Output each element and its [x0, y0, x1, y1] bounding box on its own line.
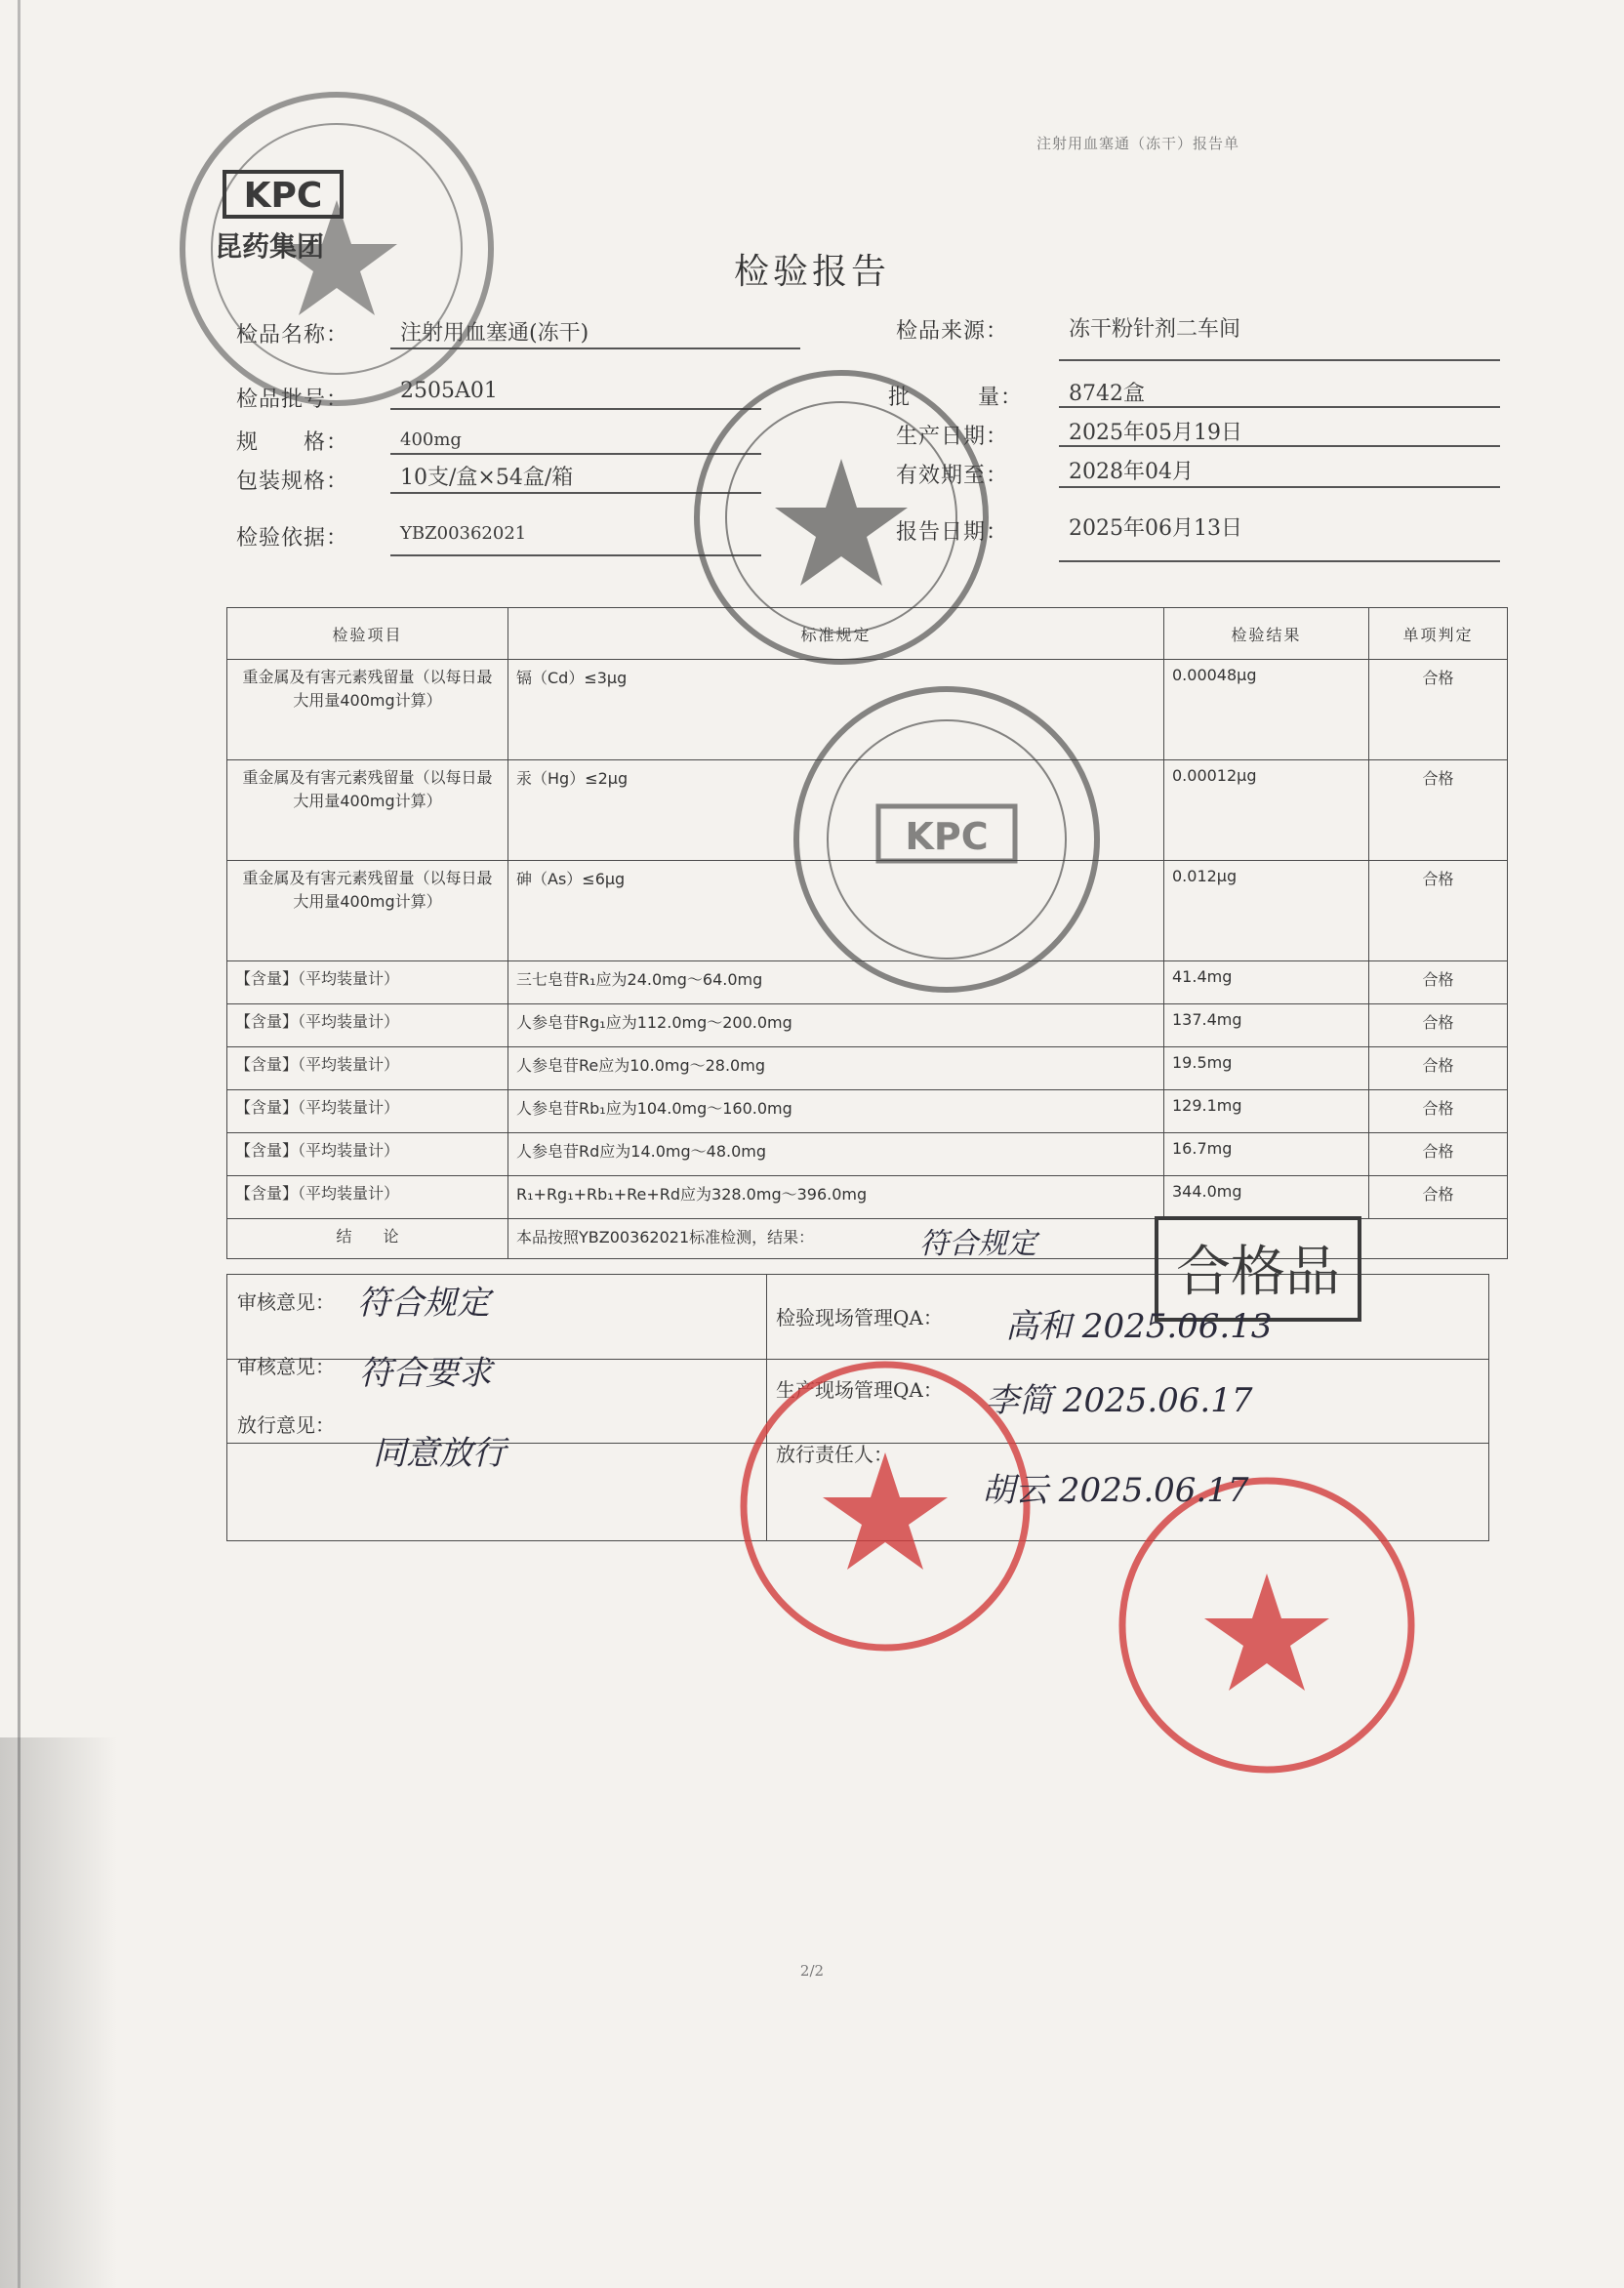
- cell-standard: R₁+Rg₁+Rb₁+Re+Rd应为328.0mg～396.0mg: [508, 1176, 1164, 1219]
- cell-result: 129.1mg: [1164, 1090, 1369, 1133]
- cell-item: 重金属及有害元素残留量（以每日最大用量400mg计算）: [227, 760, 508, 861]
- header-standard: 标准规定: [508, 608, 1164, 660]
- qa-site-signature: 高和 2025.06.13: [1005, 1307, 1273, 1346]
- cell-judge: 合格: [1369, 1176, 1508, 1219]
- conclusion-label: 结 论: [227, 1219, 508, 1259]
- production-date-label: 生产日期：: [896, 425, 1009, 449]
- header-item: 检验项目: [227, 608, 508, 660]
- cell-standard: 镉（Cd）≤3μg: [508, 660, 1164, 760]
- release-person-label: 放行责任人：: [776, 1443, 893, 1466]
- audit-signature-2: 符合要求: [359, 1354, 492, 1393]
- source-label: 检品来源：: [896, 319, 1009, 344]
- header-reference: 注射用血塞通（冻干）报告单: [1036, 135, 1240, 152]
- page-title: 检验报告: [733, 252, 890, 292]
- cell-judge: 合格: [1369, 1004, 1508, 1047]
- cell-item: 【含量】（平均装量计）: [227, 961, 508, 1004]
- pack-label: 包装规格：: [236, 470, 349, 494]
- cell-standard: 三七皂苷R₁应为24.0mg～64.0mg: [508, 961, 1164, 1004]
- cell-result: 0.00048μg: [1164, 660, 1369, 760]
- cell-judge: 合格: [1369, 1047, 1508, 1090]
- cell-judge: 合格: [1369, 760, 1508, 861]
- pack-value: 10支/盒×54盒/箱: [400, 466, 574, 490]
- cell-judge: 合格: [1369, 861, 1508, 961]
- qa-production-label: 生产现场管理QA：: [776, 1378, 943, 1402]
- cell-item: 【含量】（平均装量计）: [227, 1133, 508, 1176]
- spec-label: 规 格：: [236, 430, 349, 455]
- cell-item: 【含量】（平均装量计）: [227, 1090, 508, 1133]
- report-date-label: 报告日期：: [896, 520, 1009, 545]
- cell-judge: 合格: [1369, 660, 1508, 760]
- cell-item: 【含量】（平均装量计）: [227, 1004, 508, 1047]
- conclusion-handwritten: 符合规定: [919, 1227, 1036, 1261]
- qa-production-signature: 李简 2025.06.17: [986, 1381, 1253, 1420]
- qualified-stamp-text: 合格品: [1176, 1241, 1340, 1304]
- cell-result: 41.4mg: [1164, 961, 1369, 1004]
- cell-standard: 砷（As）≤6μg: [508, 861, 1164, 961]
- basis-label: 检验依据：: [236, 526, 349, 551]
- cell-result: 137.4mg: [1164, 1004, 1369, 1047]
- svg-text:KPC: KPC: [905, 815, 989, 858]
- cell-result: 16.7mg: [1164, 1133, 1369, 1176]
- conclusion-text: 本品按照YBZ00362021标准检测，结果：: [508, 1219, 1508, 1259]
- spec-value: 400mg: [400, 429, 462, 450]
- kpc-logo-text: KPC: [243, 176, 323, 216]
- production-date-value: 2025年05月19日: [1069, 421, 1242, 445]
- report-date-value: 2025年06月13日: [1069, 516, 1242, 541]
- release-opinion-label: 放行意见：: [237, 1413, 335, 1437]
- red-seal-inspection-report: [1122, 1481, 1411, 1770]
- cell-result: 0.012μg: [1164, 861, 1369, 961]
- cell-item: 【含量】（平均装量计）: [227, 1176, 508, 1219]
- cell-judge: 合格: [1369, 961, 1508, 1004]
- audit-signature-1: 符合规定: [357, 1284, 490, 1323]
- batch-label: 检品批号：: [236, 388, 349, 412]
- qa-site-label: 检验现场管理QA：: [776, 1306, 943, 1329]
- qualified-stamp: [1157, 1218, 1360, 1320]
- cell-item: 重金属及有害元素残留量（以每日最大用量400mg计算）: [227, 861, 508, 961]
- name-value: 注射用血塞通(冻干): [400, 321, 589, 346]
- header-result: 检验结果: [1164, 608, 1369, 660]
- kpc-logo: [215, 172, 342, 263]
- cell-standard: 人参皂苷Re应为10.0mg～28.0mg: [508, 1047, 1164, 1090]
- cell-result: 0.00012μg: [1164, 760, 1369, 861]
- release-opinion-signature: 同意放行: [373, 1434, 506, 1473]
- qty-label: 批 量：: [888, 386, 1024, 410]
- cell-standard: 人参皂苷Rd应为14.0mg～48.0mg: [508, 1133, 1164, 1176]
- cell-item: 【含量】（平均装量计）: [227, 1047, 508, 1090]
- quality-seal: [697, 373, 986, 662]
- cell-judge: 合格: [1369, 1090, 1508, 1133]
- cell-item: 重金属及有害元素残留量（以每日最大用量400mg计算）: [227, 660, 508, 760]
- cell-result: 19.5mg: [1164, 1047, 1369, 1090]
- inspection-seal: [796, 689, 1097, 990]
- kpc-group-text: 昆药集团: [215, 230, 325, 263]
- name-label: 检品名称：: [236, 323, 349, 347]
- cell-result: 344.0mg: [1164, 1176, 1369, 1219]
- expiry-label: 有效期至：: [896, 464, 1009, 488]
- expiry-value: 2028年04月: [1069, 460, 1194, 484]
- audit-label-2: 审核意见：: [237, 1355, 335, 1378]
- basis-value: YBZ00362021: [400, 523, 527, 544]
- cell-judge: 合格: [1369, 1133, 1508, 1176]
- release-person-signature: 胡云 2025.06.17: [982, 1471, 1249, 1510]
- source-value: 冻干粉针剂二车间: [1069, 317, 1241, 342]
- audit-label-1: 审核意见：: [237, 1290, 335, 1314]
- batch-value: 2505A01: [400, 379, 498, 403]
- cell-standard: 汞（Hg）≤2μg: [508, 760, 1164, 861]
- qty-value: 8742盒: [1069, 382, 1145, 406]
- cell-standard: 人参皂苷Rb₁应为104.0mg～160.0mg: [508, 1090, 1164, 1133]
- page-number: 2/2: [799, 1962, 825, 1980]
- cell-standard: 人参皂苷Rg₁应为112.0mg～200.0mg: [508, 1004, 1164, 1047]
- header-judge: 单项判定: [1369, 608, 1508, 660]
